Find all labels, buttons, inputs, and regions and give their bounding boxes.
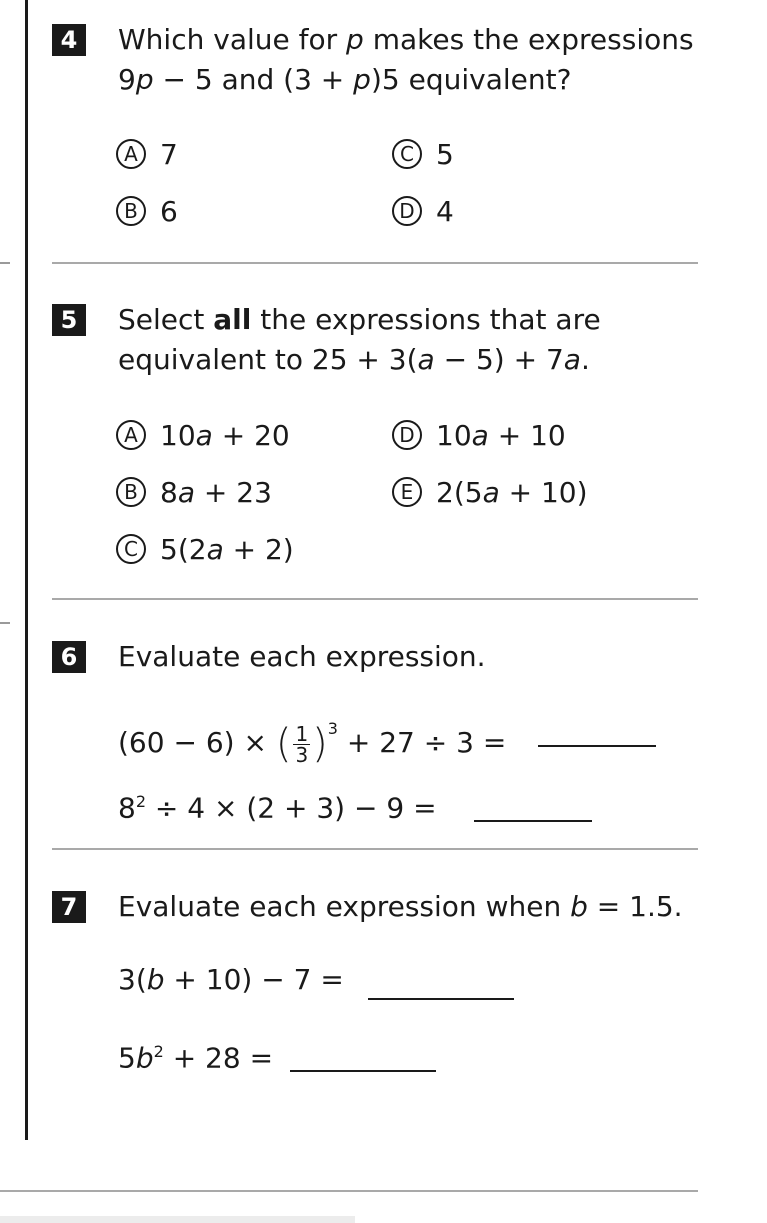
q5-option-c[interactable]: C 5(2 a + 2) <box>116 529 294 569</box>
q4-option-a[interactable]: A 7 <box>116 134 178 174</box>
option-bubble[interactable]: C <box>116 534 146 564</box>
answer-blank-q6-2[interactable] <box>474 820 592 822</box>
q5-prompt-line1: Select all the expressions that are <box>118 303 601 336</box>
answer-blank-q7-1[interactable] <box>368 998 514 1000</box>
section-divider <box>52 848 698 850</box>
q5-option-a[interactable]: A 10 a + 20 <box>116 415 290 455</box>
section-divider <box>52 598 698 600</box>
q5-option-d[interactable]: D 10 a + 10 <box>392 415 566 455</box>
q5-option-e[interactable]: E 2(5 a + 10) <box>392 472 588 512</box>
option-bubble[interactable]: D <box>392 420 422 450</box>
q6-expression-1: (60 − 6) × ( $\frac{1}{3}$ )$^3$ + 27 ÷ 3 = <box>118 719 507 767</box>
q4-option-c[interactable]: C 5 <box>392 134 454 174</box>
answer-blank-q6-1[interactable] <box>538 745 656 747</box>
question-number-6: 6 <box>52 641 86 673</box>
q4-option-d[interactable]: D 4 <box>392 191 454 231</box>
margin-tick <box>0 622 10 624</box>
q7-prompt: Evaluate each expression when b = 1.5. <box>118 890 683 923</box>
question-number-5: 5 <box>52 304 86 336</box>
section-divider <box>52 262 698 264</box>
page-bottom-rule <box>0 1190 698 1192</box>
option-bubble[interactable]: D <box>392 196 422 226</box>
option-bubble[interactable]: B <box>116 196 146 226</box>
option-bubble[interactable]: A <box>116 139 146 169</box>
left-margin-rule <box>25 0 28 1140</box>
question-number-7: 7 <box>52 891 86 923</box>
page-edge-shadow <box>0 1216 355 1223</box>
option-bubble[interactable]: E <box>392 477 422 507</box>
option-bubble[interactable]: C <box>392 139 422 169</box>
answer-blank-q7-2[interactable] <box>290 1070 436 1072</box>
q5-option-b[interactable]: B 8 a + 23 <box>116 472 272 512</box>
q4-option-b[interactable]: B 6 <box>116 191 178 231</box>
q4-prompt-line2: 9p − 5 and (3 + p)5 equivalent? <box>118 63 572 96</box>
option-bubble[interactable]: A <box>116 420 146 450</box>
option-bubble[interactable]: B <box>116 477 146 507</box>
q6-prompt: Evaluate each expression. <box>118 640 486 673</box>
q6-expression-2: $8^2 \div 4 \times (2 + 3) - 9$ = <box>118 791 437 825</box>
q7-expression-1: 3(b + 10) − 7 = <box>118 963 344 996</box>
q5-prompt-line2: equivalent to 25 + 3(a − 5) + 7a. <box>118 343 590 376</box>
fraction: $\frac{1}{3}$ <box>295 721 309 767</box>
q4-prompt-line1: Which value for p makes the expressions <box>118 23 694 56</box>
margin-tick <box>0 262 10 264</box>
question-number-4: 4 <box>52 24 86 56</box>
q7-expression-2: $5b^2 + 28$ = <box>118 1041 274 1075</box>
